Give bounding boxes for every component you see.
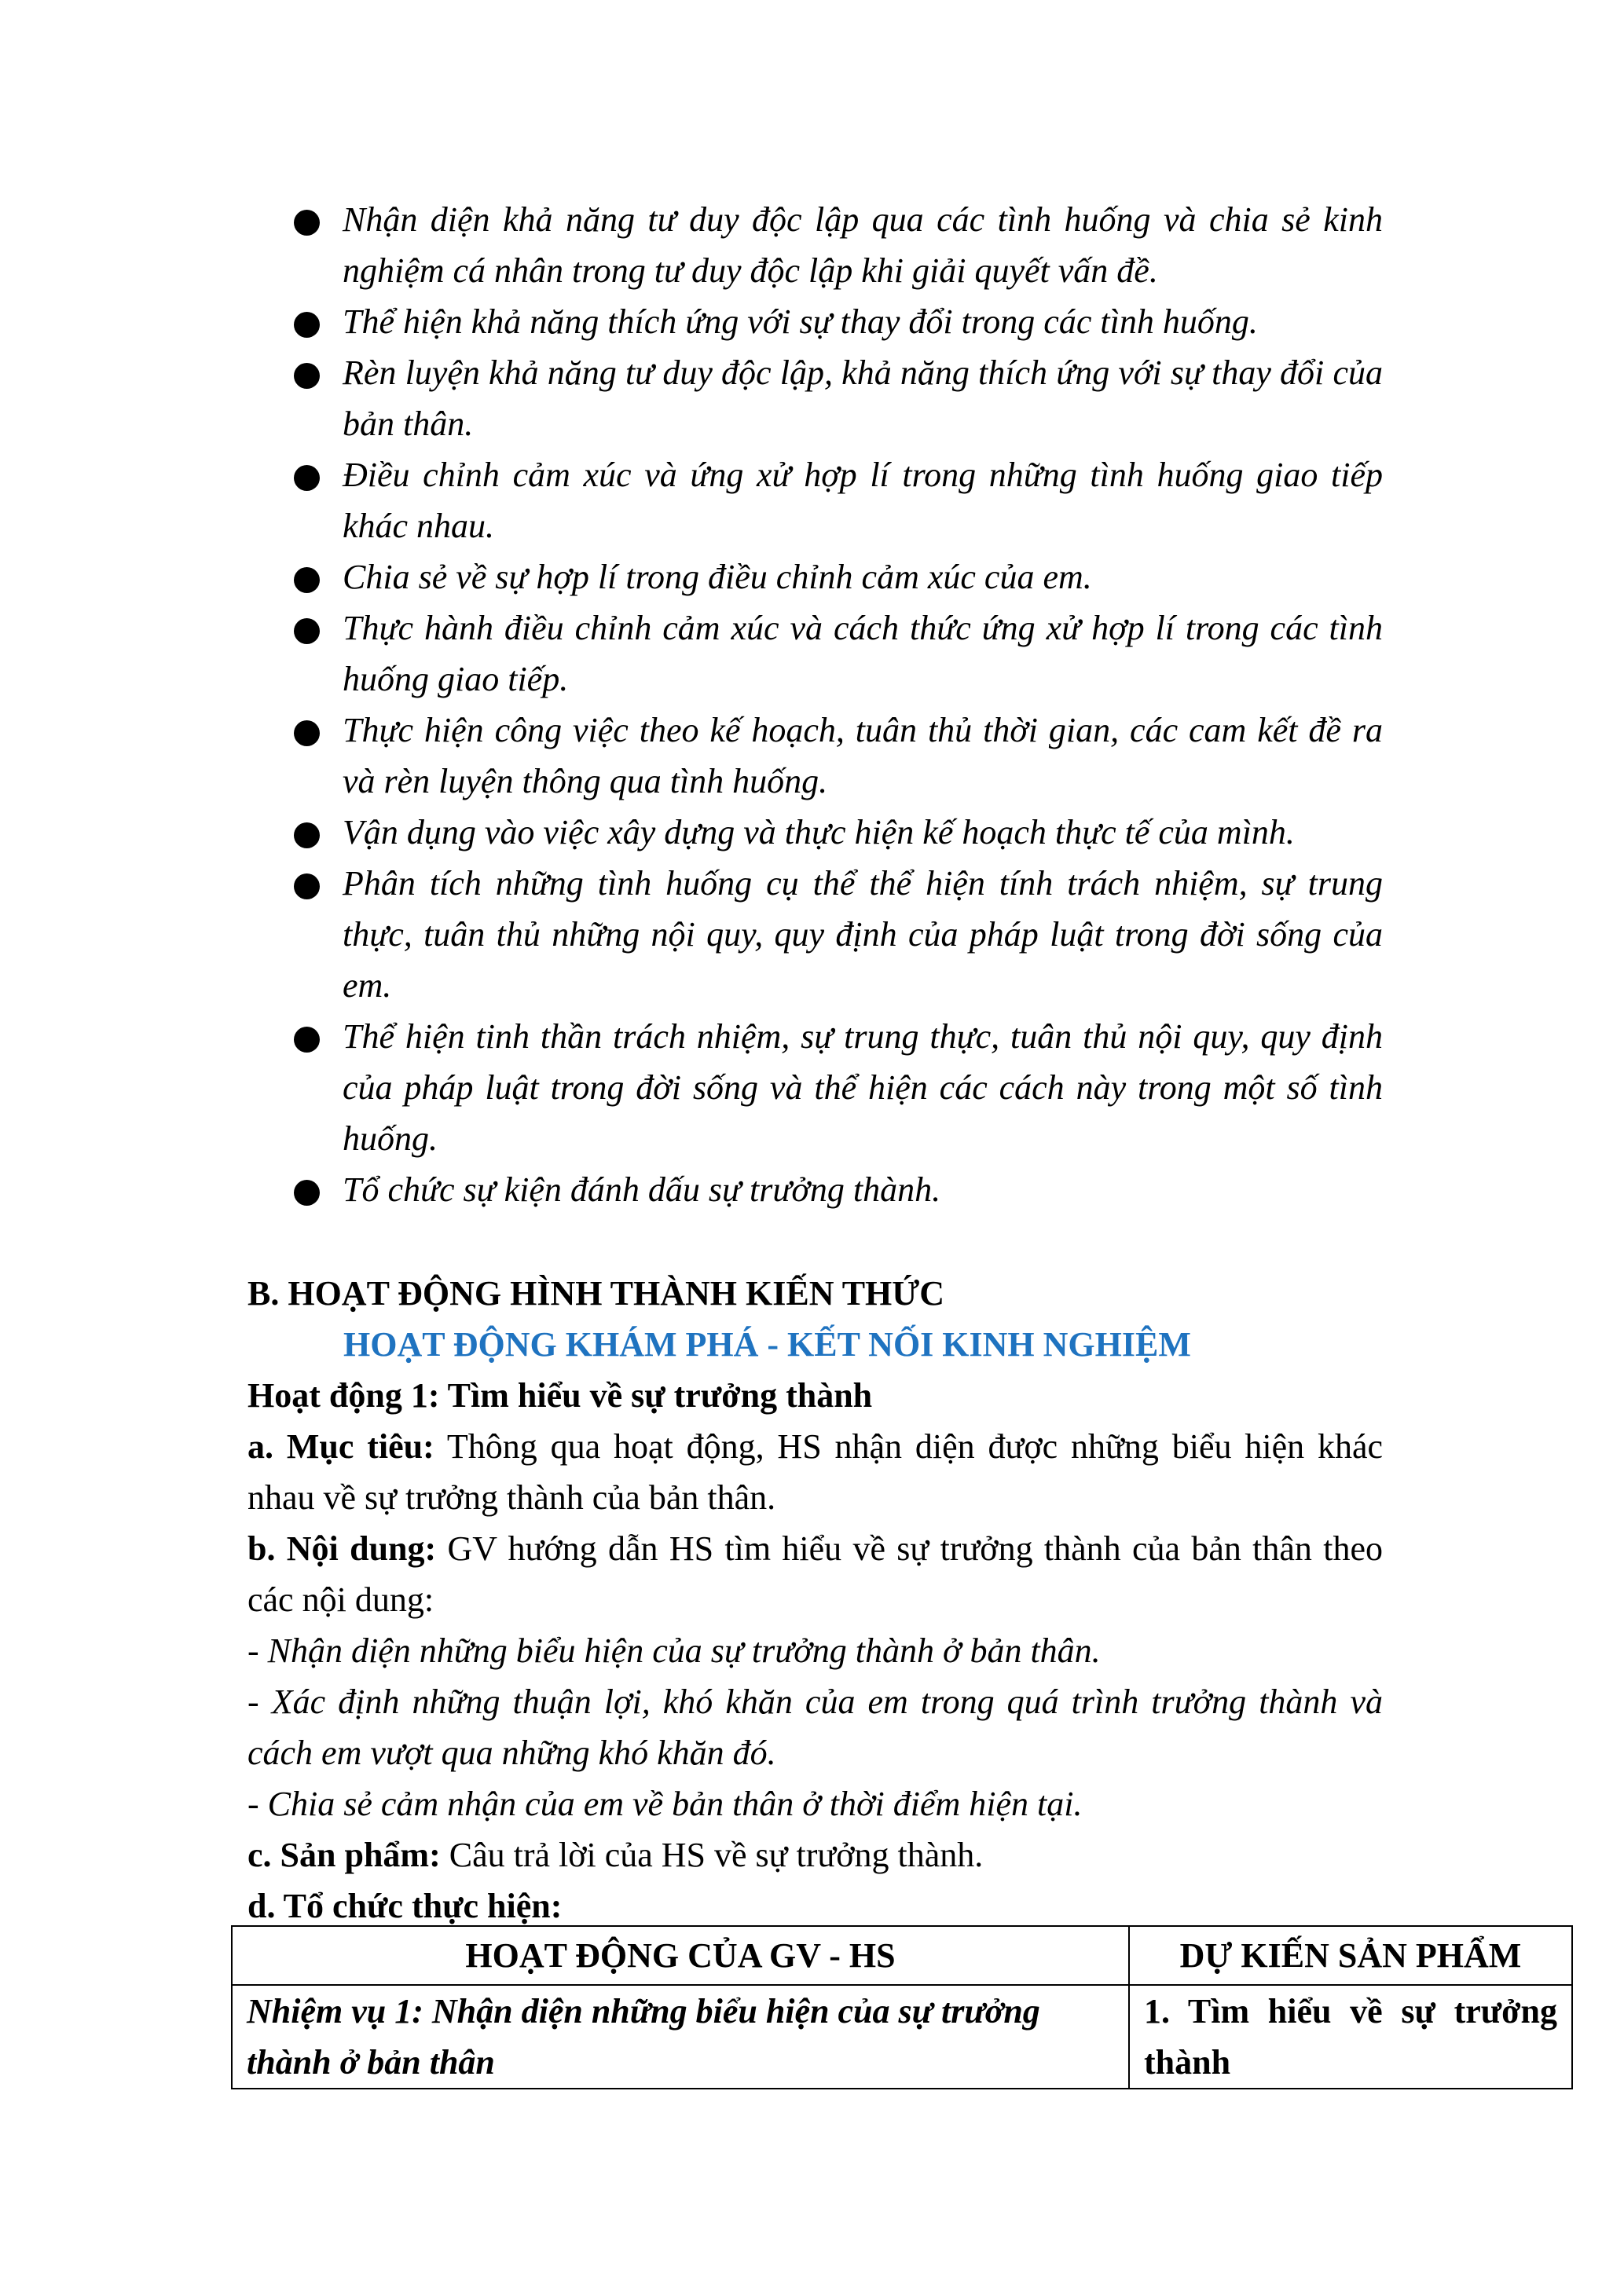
table-header-cell: HOẠT ĐỘNG CỦA GV - HS — [232, 1926, 1129, 1985]
table-cell-product: 1. Tìm hiểu về sự trưởng thành — [1129, 1985, 1572, 2089]
list-item: Thể hiện khả năng thích ứng với sự thay đổi trong các tình huống. — [294, 296, 1383, 347]
product-text: Câu trả lời của HS về sự trưởng thành. — [440, 1836, 984, 1874]
goal-label: a. Mục tiêu: — [247, 1427, 434, 1466]
list-item: Rèn luyện khả năng tư duy độc lập, khả năng thích ứng với sự thay đổi của bản thân. — [294, 347, 1383, 449]
bullet-icon — [294, 618, 320, 644]
bullet-icon — [294, 363, 320, 389]
table-cell-task: Nhiệm vụ 1: Nhận diện những biểu hiện của sự trưởng thành ở bản thân — [232, 1985, 1129, 2089]
content-label: b. Nội dung: — [247, 1529, 437, 1568]
content-item: - Nhận diện những biểu hiện của sự trưởng thành ở bản thân. — [247, 1631, 1101, 1670]
bullet-icon — [294, 210, 320, 236]
bullet-icon — [294, 720, 320, 746]
goal-text: Thông qua hoạt động, HS nhận diện được những biểu hiện khác nhau về sự trưởng thành của bản thân. — [247, 1427, 1384, 1517]
activity-goal — [247, 1421, 1383, 1523]
activity-content — [247, 1523, 1383, 1625]
activity-organization: d. Tổ chức thực hiện: — [247, 1887, 563, 1925]
list-item: Thực hành điều chỉnh cảm xúc và cách thức ứng xử hợp lí trong các tình huống giao tiếp. — [294, 602, 1383, 705]
table-row — [232, 1985, 1572, 2089]
bullet-icon — [294, 312, 320, 338]
bullet-icon — [294, 1027, 320, 1053]
table-header-cell: DỰ KIẾN SẢN PHẨM — [1129, 1926, 1572, 1985]
objectives-list — [294, 194, 1383, 1215]
list-item: Tổ chức sự kiện đánh dấu sự trưởng thành. — [294, 1164, 1383, 1215]
activity-title: Hoạt động 1: Tìm hiểu về sự trưởng thành — [247, 1376, 873, 1415]
list-item: Vận dụng vào việc xây dựng và thực hiện kế hoạch thực tế của mình. — [294, 807, 1383, 858]
activity-table — [231, 1925, 1573, 2089]
section-b-subtitle: HOẠT ĐỘNG KHÁM PHÁ - KẾT NỐI KINH NGHIỆM — [343, 1325, 1191, 1364]
bullet-icon — [294, 822, 320, 848]
content-text: GV hướng dẫn HS tìm hiểu về sự trưởng thành của bản thân theo các nội dung: — [247, 1529, 1383, 1619]
product-label: c. Sản phẩm: — [247, 1836, 441, 1874]
list-item: Điều chỉnh cảm xúc và ứng xử hợp lí trong những tình huống giao tiếp khác nhau. — [294, 449, 1383, 551]
list-item: Chia sẻ về sự hợp lí trong điều chỉnh cảm xúc của em. — [294, 551, 1383, 602]
bullet-icon — [294, 465, 320, 491]
list-item: Nhận diện khả năng tư duy độc lập qua các tình huống và chia sẻ kinh nghiệm cá nhân trong tư duy độc lập khi giải quyết vấn đề. — [294, 194, 1383, 296]
activity-product — [247, 1829, 1383, 1880]
bullet-icon — [294, 873, 320, 899]
bullet-icon — [294, 1180, 320, 1206]
content-item: - Chia sẻ cảm nhận của em về bản thân ở thời điểm hiện tại. — [247, 1785, 1083, 1823]
table-header-row — [232, 1926, 1572, 1985]
list-item: Phân tích những tình huống cụ thể thể hiện tính trách nhiệm, sự trung thực, tuân thủ những nội quy, quy định của pháp luật trong đời sống của em. — [294, 858, 1383, 1011]
list-item: Thực hiện công việc theo kế hoạch, tuân thủ thời gian, các cam kết đề ra và rèn luyện thông qua tình huống. — [294, 705, 1383, 807]
bullet-icon — [294, 567, 320, 593]
section-b-title: B. HOẠT ĐỘNG HÌNH THÀNH KIẾN THỨC — [247, 1274, 945, 1313]
content-item: - Xác định những thuận lợi, khó khăn của em trong quá trình trưởng thành và cách em vượt qua những khó khăn đó. — [247, 1683, 1383, 1772]
list-item: Thể hiện tinh thần trách nhiệm, sự trung thực, tuân thủ nội quy, quy định của pháp luật trong đời sống và thể hiện các cách này trong một số tình huống. — [294, 1011, 1383, 1164]
